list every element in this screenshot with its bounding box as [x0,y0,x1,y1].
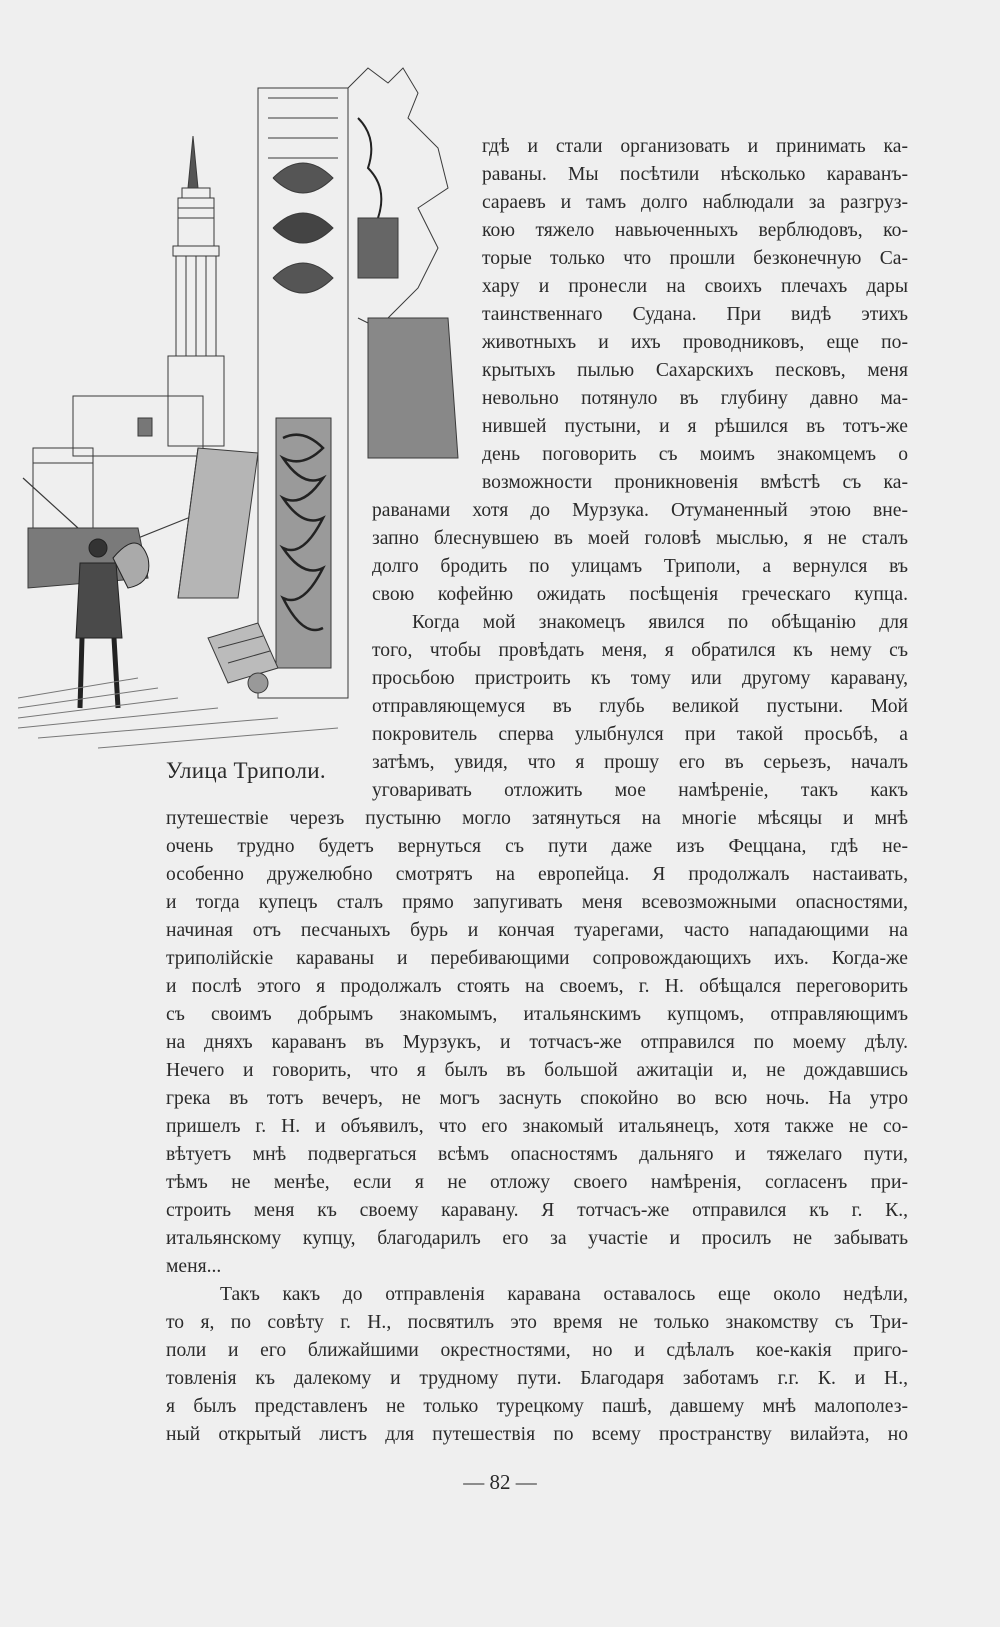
text-line: товленія къ далекому и трудному пути. Благодаря заботамъ г.г. К. и Н., [166,1368,908,1389]
text-line: очень трудно будетъ вернуться съ пути даже изъ Феццана, гдѣ не- [166,836,908,857]
text-line: вѣтуетъ мнѣ подвергаться всѣмъ опасностямъ дальняго и тяжелаго пути, [166,1144,908,1165]
illustration-caption: Улица Триполи. [166,758,326,783]
text-line: меня... [166,1256,222,1277]
text-line: строить меня къ своему каравану. Я тотчасъ-же отправился къ г. К., [166,1200,908,1221]
text-line: затѣмъ, увидя, что я прошу его въ серьезъ, началъ [372,752,908,773]
text-line: съ своимъ добрымъ знакомымъ, итальянскимъ купцомъ, отправляющимъ [166,1004,908,1025]
text-line: и тогда купецъ сталъ прямо запугивать меня всевозможными опасностями, [166,892,908,913]
text-line: отправляющемуся въ глубь великой пустыни. Мой [372,696,908,717]
text-line: невольно потянуло въ глубину давно ма- [482,388,908,409]
text-line: хару и пронесли на своихъ плечахъ дары [482,276,908,297]
text-line: кою тяжело навьюченныхъ верблюдовъ, ко- [482,220,908,241]
text-line: уговаривать отложить мое намѣреніе, такъ какъ [372,780,908,801]
text-line: Когда мой знакомецъ явился по обѣщанію для [412,612,908,633]
text-line: покровитель сперва улыбнулся при такой просьбѣ, а [372,724,908,745]
minaret-drawing [168,136,224,446]
text-line: животныхъ и ихъ проводниковъ, еще по- [482,332,908,353]
crates [208,623,278,693]
text-line: ный открытый листъ для путешествія по всему пространству вилайэта, но [166,1424,908,1445]
text-line: тѣмъ не менѣе, если я не отложу своего намѣренія, согласенъ при- [166,1172,908,1193]
text-line: грека въ тотъ вечеръ, не могъ заснуть спокойно во всю ночь. На утро [166,1088,908,1109]
text-line: нившей пустыни, и я рѣшился въ тотъ-же [482,416,908,437]
text-line: крытыхъ пылью Сахарскихъ песковъ, меня [482,360,908,381]
text-line: и послѣ этого я продолжалъ стоять на своемъ, г. Н. обѣщался переговорить [166,976,908,997]
text-line: пришелъ г. Н. и объявилъ, что его знакомый итальянецъ, хотя также не со- [166,1116,908,1137]
text-line: путешествіе черезъ пустыню могло затянуться на многіе мѣсяцы и мнѣ [166,808,908,829]
text-line: запно блеснувшею въ моей головѣ мыслью, я не сталъ [372,528,908,549]
text-line: триполійскіе караваны и перебивающими сопровождающихъ ихъ. Когда-же [166,948,908,969]
text-line: я былъ представленъ не только турецкому пашѣ, давшему мнѣ малополез- [166,1396,908,1417]
text-line: раванами хотя до Мурзука. Отуманенный этою вне- [372,500,908,521]
text-line: на дняхъ караванъ въ Мурзукъ, и тотчасъ-же отправился по моему дѣлу. [166,1032,908,1053]
text-line: сараевъ и тамъ долго наблюдали за разгруз- [482,192,908,213]
text-line: гдѣ и стали организовать и принимать ка- [482,136,908,157]
text-line: Такъ какъ до отправленія каравана оставалось еще около недѣли, [220,1284,908,1305]
text-line: поли и его ближайшими окрестностями, но и сдѣлалъ кое-какія приго- [166,1340,908,1361]
text-line: Нечего и говорить, что я былъ въ большой ажитаціи и, не дождавшись [166,1060,908,1081]
text-line: свою кофейню ожидать посѣщенія греческаго купца. [372,584,908,605]
text-line: день поговорить съ моимъ знакомцемъ о [482,444,908,465]
text-line: раваны. Мы посѣтили нѣсколько караванъ- [482,164,908,185]
text-line: торые только что прошли безконечную Са- [482,248,908,269]
page-number: — 82 — [463,1470,537,1494]
text-line: того, чтобы провѣдать меня, я обратился къ нему съ [372,640,908,661]
text-line: долго бродить по улицамъ Триполи, а вернулся въ [372,556,908,577]
left-buildings [23,396,203,538]
text-line: просьбою пристроить къ тому или другому каравану, [372,668,908,689]
text-line: то я, по совѣту г. Н., посвятилъ это время не только знакомству съ Три- [166,1312,908,1333]
text-line: возможности проникновенія вмѣстѣ съ ка- [482,472,908,493]
text-line: таинственнаго Судана. При видѣ этихъ [482,304,908,325]
text-line: итальянскому купцу, благодарилъ его за участіе и просилъ не забывать [166,1228,908,1249]
ground-hatching [18,678,338,748]
text-line: особенно дружелюбно смотрятъ на европейца. Я продолжалъ настаивать, [166,864,908,885]
text-line: начиная отъ песчаныхъ бурь и кончая туарегами, часто нападающими на [166,920,908,941]
